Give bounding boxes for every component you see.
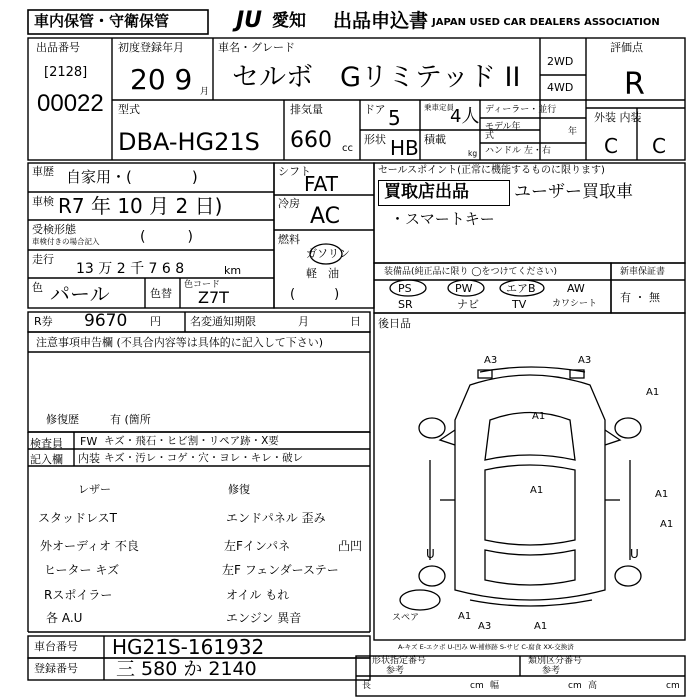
aircon-label: 冷房	[278, 197, 300, 210]
sales-point-line1-rest: ユーザー買取車	[514, 182, 633, 202]
grade-score-label: 評価点	[610, 41, 643, 54]
damage-mark: A3	[578, 355, 592, 366]
model-value: DBA-HG21S	[118, 128, 260, 156]
notice-day: 日	[350, 315, 361, 328]
fuel-paren: ( )	[290, 287, 340, 302]
color-code-label: 色コード	[184, 280, 221, 290]
post-fitted-label: 後日品	[378, 317, 411, 330]
grade-score-value: R	[624, 67, 645, 102]
handnote: 修復	[228, 483, 250, 496]
inspection-form-note: 車検付きの場合記入	[32, 237, 100, 246]
capacity-label: 積載	[424, 133, 446, 146]
drive-2wd: 2WD	[547, 55, 574, 68]
damage-mark: U	[426, 547, 435, 561]
shift-label: シフト	[278, 165, 311, 178]
mileage-label: 走行	[32, 253, 54, 266]
dim-height-unit: cm	[666, 681, 680, 691]
fuel-label: 燃料	[278, 233, 300, 246]
inspection-form-paren: ( )	[140, 229, 193, 245]
interior-value: C	[652, 134, 666, 158]
load-label: 乗車定員	[424, 103, 454, 112]
damage-mark: A1	[530, 485, 544, 496]
color-label: 色	[32, 281, 43, 294]
inspector-label: 検査員記入欄	[30, 437, 63, 466]
handnote: 凸凹	[338, 539, 363, 553]
damage-mark: A1	[534, 621, 548, 632]
inspection-value: R7 年 10 月 2 日)	[58, 194, 223, 218]
repair-label: 修復歴	[46, 413, 79, 426]
warranty-value: 有 ・ 無	[620, 291, 660, 304]
drive-4wd: 4WD	[547, 81, 574, 94]
handnote: オイル もれ	[226, 588, 290, 602]
dim-height: 高	[588, 681, 598, 691]
load-value: 4人	[450, 106, 480, 127]
sales-point-label: セールスポイント(正常に機能するものに限ります)	[378, 165, 605, 176]
dim-length: 長	[362, 681, 372, 691]
handnote: エンドパネル 歪み	[226, 511, 326, 525]
history-value: 自家用・( )	[66, 168, 198, 186]
equip-navi: ナビ	[457, 298, 479, 311]
damage-mark: A1	[458, 611, 472, 622]
capacity-unit: kg	[468, 149, 478, 158]
displacement-label: 排気量	[290, 103, 323, 116]
registration-value: 三 580 か 2140	[116, 658, 257, 680]
damage-mark: A1	[532, 411, 546, 422]
form-title: 出品申込書	[333, 10, 429, 32]
shape-label: 形状	[364, 133, 386, 146]
damage-mark: A1	[655, 489, 669, 500]
form-subtitle: JAPAN USED CAR DEALERS ASSOCIATION	[432, 17, 660, 28]
history-label: 車歴	[32, 165, 54, 178]
model-year-label: モデル年式	[485, 122, 521, 142]
recycle-value: 9670	[84, 311, 128, 331]
inspection-form-label: 受検形態	[32, 223, 76, 236]
chassis-label: 車台番号	[34, 640, 78, 653]
handnote: 左Fインパネ	[224, 539, 291, 553]
notes-label: 注意事項申告欄 (不具合内容等は具体的に記入して下さい)	[36, 336, 324, 349]
exterior-value: C	[604, 134, 618, 158]
equip-ps: PS	[398, 282, 412, 295]
equip-kawaseat: カワシート	[552, 299, 598, 309]
equip-pw: PW	[455, 282, 473, 295]
class-label: 類別区分番号	[528, 656, 583, 666]
equipment-label: 装備品(純正品に限り ◯をつけてください)	[384, 267, 557, 277]
warranty-label: 新車保証書	[620, 267, 666, 277]
equip-aw: AW	[567, 282, 585, 295]
dealer-label: ディーラー・並行	[485, 105, 557, 115]
ext-int-label: 外装 内装	[594, 111, 642, 124]
damage-mark: A1	[646, 387, 660, 398]
car-name-value: セルボ Gリミテッド II	[232, 62, 521, 93]
damage-legend: A-キズ E-エクボ U-凹み W-補修跡 S-サビ C-腐食 XX-交換済	[398, 643, 574, 651]
first-reg-unit: 月	[200, 87, 210, 97]
inspector-int-tag: 内装	[78, 452, 100, 465]
storage-tag: 車内保管・守衛保管	[34, 12, 170, 30]
inspector-row1: キズ・飛石・ヒビ割・リペア跡・X要	[104, 435, 279, 447]
first-reg-label: 初度登録年月	[118, 41, 184, 54]
repair-value: 有 (箇所	[110, 413, 151, 426]
dim-width: 幅	[490, 681, 500, 691]
registration-label: 登録番号	[34, 662, 78, 675]
first-reg-value: 20 9	[130, 63, 193, 96]
color-code-value: Z7T	[198, 288, 229, 307]
class-sub: 参考	[542, 666, 561, 676]
inspector-fw-tag: FW	[80, 435, 98, 448]
handle-label: ハンドル 左・右	[485, 146, 551, 156]
color-value: パール	[50, 282, 110, 306]
handnote: 左F フェンダーステー	[222, 563, 339, 577]
equip-airbag: エアB	[506, 282, 536, 295]
handnote: スタッドレスT	[38, 511, 117, 525]
form-spec-sub: 参考	[386, 666, 405, 676]
fuel-alt: 軽 油	[306, 267, 339, 280]
shift-value: FAT	[304, 172, 339, 196]
inspection-label: 車検	[32, 195, 54, 208]
shape-value: HB	[390, 136, 419, 160]
dim-length-unit: cm	[470, 681, 484, 691]
equip-tv: TV	[512, 298, 527, 311]
model-label: 型式	[118, 103, 140, 116]
damage-mark: A3	[484, 355, 498, 366]
displacement-unit: cc	[342, 143, 353, 154]
mileage-value: 13 万 2 千 7 6 8	[76, 261, 185, 277]
org-name: 愛知	[272, 11, 306, 31]
displacement-value: 660	[290, 128, 332, 153]
lot-sub-number: [2128]	[44, 65, 88, 80]
car-name-label: 車名・グレード	[218, 41, 295, 54]
mileage-unit: km	[224, 264, 242, 277]
aircon-value: AC	[310, 204, 341, 229]
damage-mark: A1	[660, 519, 674, 530]
damage-mark: U	[630, 547, 639, 561]
color-change-label: 色替	[150, 287, 172, 300]
dim-width-unit: cm	[568, 681, 582, 691]
lot-label: 出品番号	[36, 41, 80, 54]
lot-number: 00022	[37, 90, 104, 117]
fuel-value: ガソリン	[306, 247, 350, 260]
ju-logo: JU	[236, 8, 263, 33]
model-year-unit: 年	[568, 127, 578, 137]
doors-label: ドア	[364, 103, 386, 116]
sales-point-line1-box: 買取店出品	[384, 182, 469, 202]
sales-point-line2: ・スマートキー	[390, 210, 495, 228]
spare-label: スペア	[392, 613, 420, 623]
doors-value: 5	[388, 106, 401, 130]
handnote: ヒーター キズ	[44, 563, 120, 577]
handnote: レザー	[78, 483, 111, 496]
recycle-label: R券	[34, 315, 53, 328]
handnote: 外オーディオ 不良	[40, 539, 139, 553]
damage-mark: A3	[478, 621, 492, 632]
inspector-row2: キズ・汚レ・コゲ・穴・ヨレ・キレ・破レ	[104, 452, 304, 464]
notice-month: 月	[298, 315, 309, 328]
notice-label: 名変通知期限	[190, 315, 256, 328]
recycle-unit: 円	[150, 315, 161, 328]
handnote: 各 A.U	[46, 611, 83, 625]
handnote: Rスポイラー	[44, 588, 113, 602]
handnote: エンジン 異音	[226, 611, 302, 625]
equip-sr: SR	[398, 298, 413, 311]
form-spec-label: 形状指定番号	[372, 656, 427, 666]
chassis-value: HG21S-161932	[112, 635, 265, 659]
